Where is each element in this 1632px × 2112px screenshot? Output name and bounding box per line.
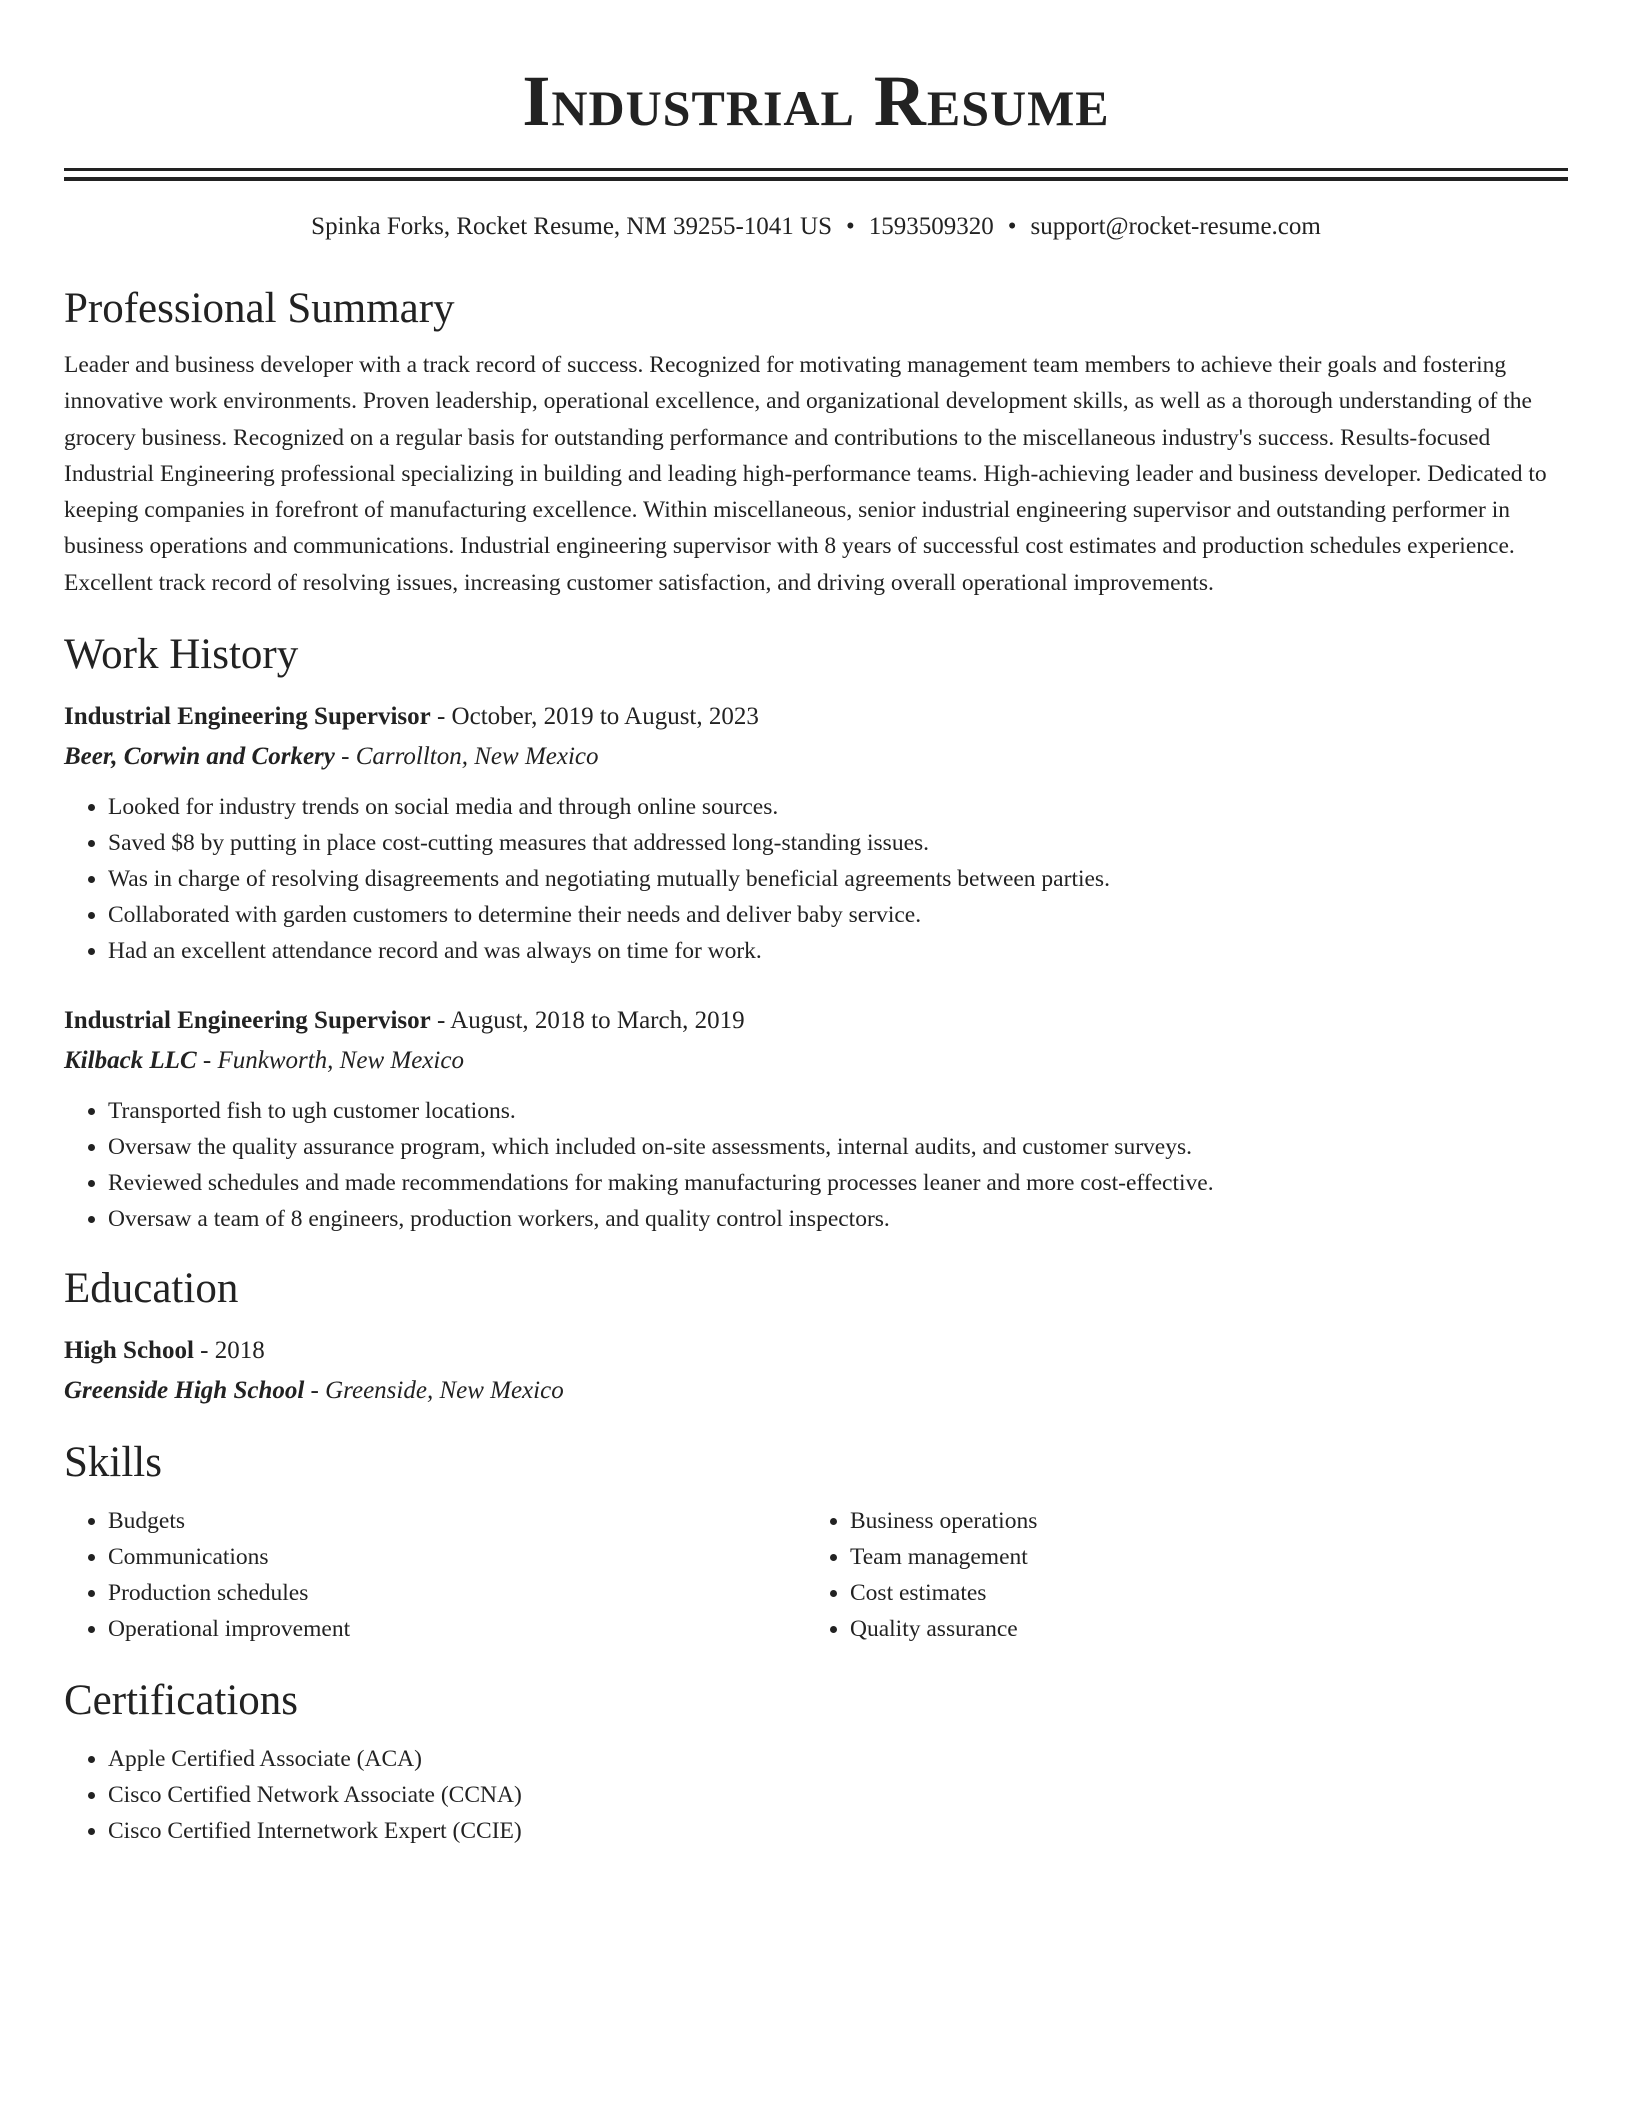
education-heading [64, 1331, 1568, 1371]
section-title-work-history: Work History [64, 631, 299, 679]
section-title-skills: Skills [64, 1439, 162, 1487]
education-degree: High School [64, 1337, 194, 1365]
certification-item: • Cisco Certified Network Associate (CCNA) [108, 1777, 1568, 1813]
certification-item: • Cisco Certified Internetwork Expert (CCIE) [108, 1813, 1568, 1849]
skill-item: • Team management [850, 1539, 1548, 1575]
section-title-certifications: Certifications [64, 1677, 299, 1725]
contact-line [64, 211, 1568, 243]
skills-column-right [806, 1503, 1548, 1647]
job-company: Beer, Corwin and Corkery [64, 743, 335, 771]
title-double-rule [64, 168, 1568, 181]
job-employer [64, 737, 1568, 777]
list-item: • Collaborated with garden customers to determine their needs and deliver baby service. [108, 897, 1568, 933]
job-entry [64, 1001, 1568, 1237]
contact-phone: 1593509320 [868, 213, 994, 240]
list-item: • Oversaw a team of 8 engineers, production workers, and quality control inspectors. [108, 1201, 1568, 1237]
list-item: • Transported fish to ugh customer locations. [108, 1093, 1568, 1129]
job-position: Industrial Engineering Supervisor [64, 703, 431, 731]
skill-item: • Budgets [108, 1503, 806, 1539]
list-item: • Looked for industry trends on social media and through online sources. [108, 789, 1568, 825]
job-bullets [64, 1093, 1568, 1237]
skill-item: • Communications [108, 1539, 806, 1575]
job-location: - Carrollton, New Mexico [334, 743, 599, 771]
contact-separator: • [846, 213, 855, 240]
education-year: - 2018 [193, 1337, 265, 1365]
section-title-education: Education [64, 1265, 239, 1313]
contact-address: Spinka Forks, Rocket Resume, NM 39255-1041 US [311, 213, 832, 240]
list-item: • Oversaw the quality assurance program, which included on-site assessments, internal audits, and customer surveys. [108, 1129, 1568, 1165]
skills-grid [64, 1503, 1568, 1647]
job-heading [64, 1001, 1568, 1041]
list-item: • Was in charge of resolving disagreements and negotiating mutually beneficial agreements between parties. [108, 861, 1568, 897]
job-position: Industrial Engineering Supervisor [64, 1007, 431, 1035]
job-dates: - August, 2018 to March, 2019 [430, 1007, 745, 1035]
job-location: - Funkworth, New Mexico [196, 1047, 464, 1075]
list-item: • Reviewed schedules and made recommendations for making manufacturing processes leaner and more cost-effective. [108, 1165, 1568, 1201]
certification-item: • Apple Certified Associate (ACA) [108, 1741, 1568, 1777]
certification-list [64, 1741, 1568, 1849]
skills-column-left [64, 1503, 806, 1647]
skill-item: • Operational improvement [108, 1611, 806, 1647]
education-location: - Greenside, New Mexico [304, 1377, 564, 1405]
job-company: Kilback LLC [64, 1047, 197, 1075]
contact-email: support@rocket-resume.com [1030, 213, 1321, 240]
skill-item: • Production schedules [108, 1575, 806, 1611]
job-entry [64, 697, 1568, 969]
job-employer [64, 1041, 1568, 1081]
resume-title: Industrial Resume [522, 61, 1110, 141]
job-dates: - October, 2019 to August, 2023 [430, 703, 759, 731]
list-item: • Had an excellent attendance record and was always on time for work. [108, 933, 1568, 969]
list-item: • Saved $8 by putting in place cost-cutting measures that addressed long-standing issues. [108, 825, 1568, 861]
job-bullets [64, 789, 1568, 969]
skill-item: • Cost estimates [850, 1575, 1548, 1611]
education-school: Greenside High School [64, 1377, 305, 1405]
skill-item: • Quality assurance [850, 1611, 1548, 1647]
job-heading [64, 697, 1568, 737]
skill-item: • Business operations [850, 1503, 1548, 1539]
summary-text: Leader and business developer with a track record of success. Recognized for motivating management team members to achieve their goals and fostering innovative work environments. Proven leadership, operational excellence, and organizational development skills, as well as a thorough understanding of the grocery business. Recognized on a regular basis for outstanding performance and contributions to the miscellaneous industry's success. Results-focused Industrial Engineering professional specializing in building and leading high-performance teams. High-achieving leader and business developer. Dedicated to keeping companies in forefront of manufacturing excellence. Within miscellaneous, senior industrial engineering supervisor and outstanding performer in business operations and communications. Industrial engineering supervisor with 8 years of successful cost estimates and production schedules experience. Excellent track record of resolving issues, increasing customer satisfaction, and driving overall operational improvements. [64, 352, 1547, 596]
contact-separator: • [1007, 213, 1017, 240]
education-school-line [64, 1371, 1568, 1411]
section-title-summary: Professional Summary [64, 285, 455, 332]
